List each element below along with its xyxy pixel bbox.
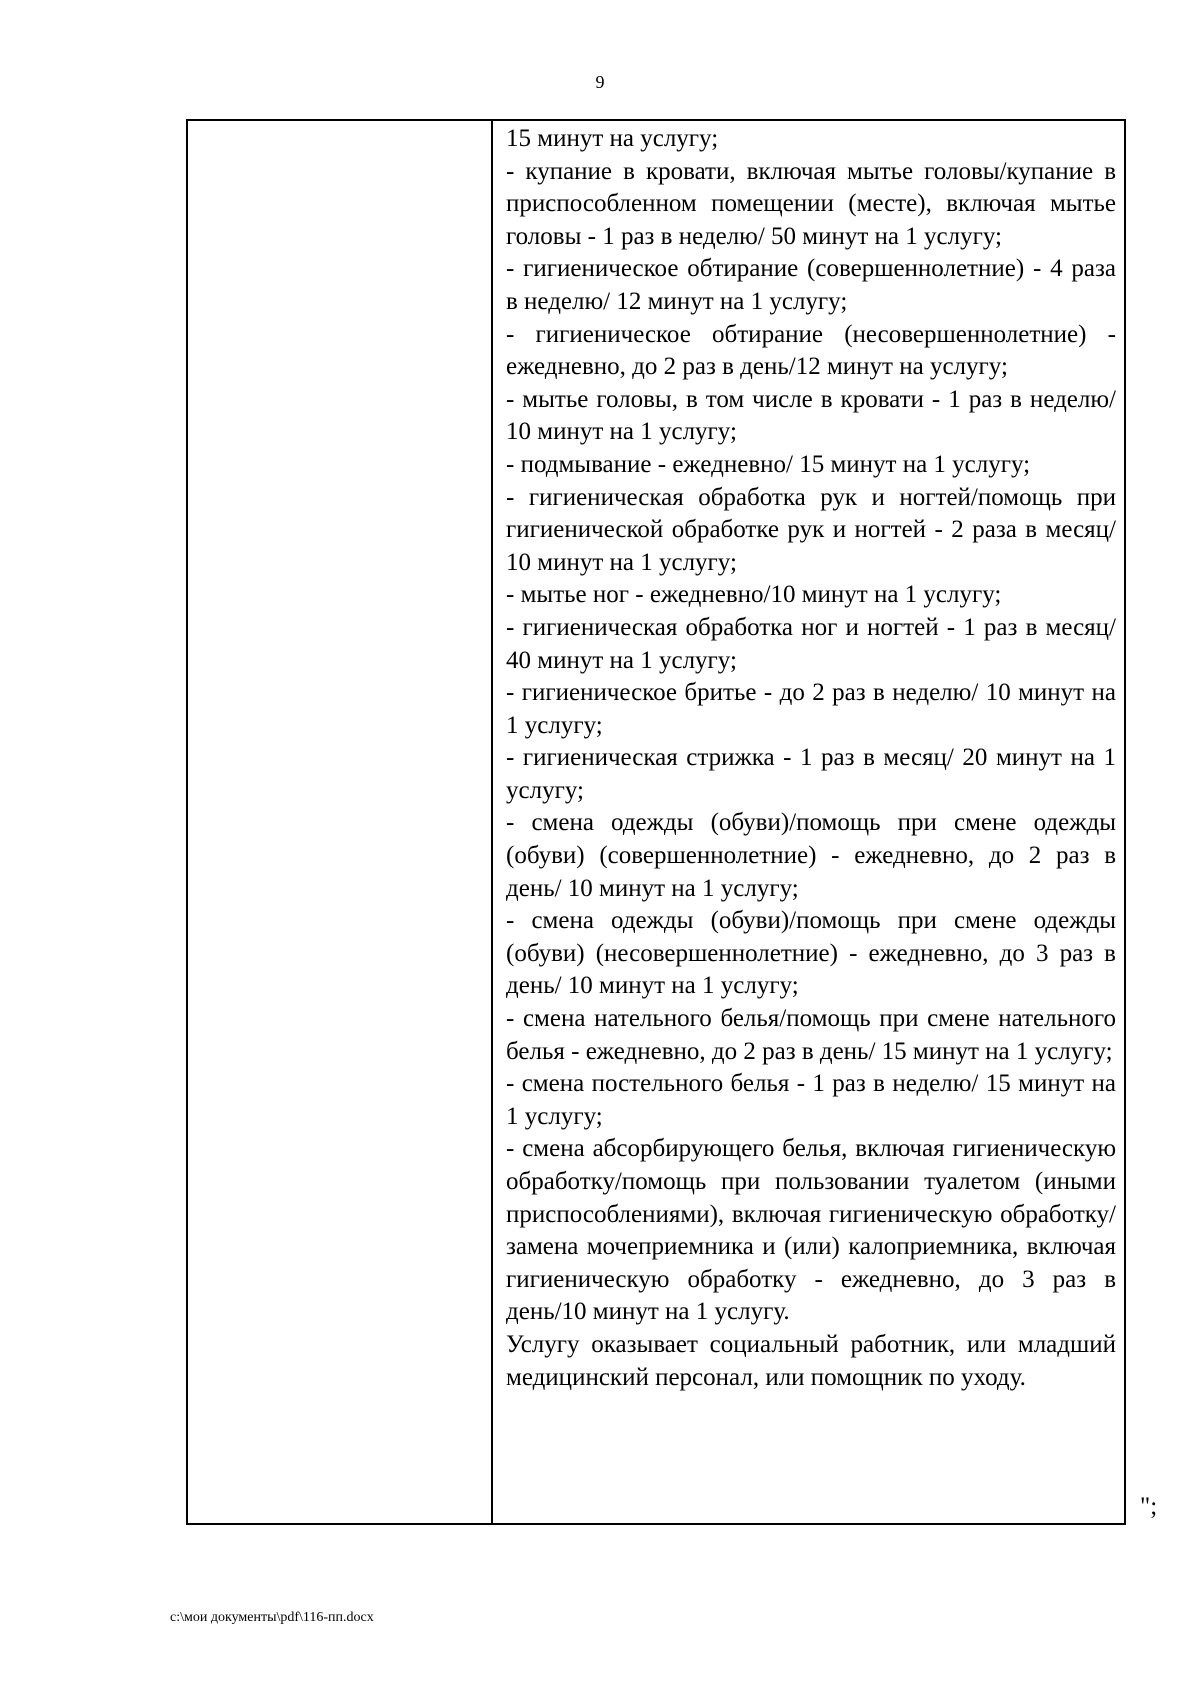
service-paragraph: - смена нательного белья/помощь при смене нательного белья - ежедневно, до 2 раз в день/ 15 минут на 1 услугу; (506, 1005, 1116, 1065)
service-table (186, 119, 1126, 1525)
table-left-cell (188, 121, 493, 1523)
service-paragraph: - смена одежды (обуви)/помощь при смене одежды (обуви) (несовершеннолетние) - ежедневно, до 3 раз в день/ 10 минут на 1 услугу; (506, 907, 1116, 1000)
service-paragraph: - смена одежды (обуви)/помощь при смене одежды (обуви) (совершеннолетние) - ежедневно, до 2 раз в день/ 10 минут на 1 услугу; (506, 809, 1116, 902)
service-paragraph: - смена постельного белья - 1 раз в неделю/ 15 минут на 1 услугу; (506, 1070, 1116, 1130)
service-paragraph: - гигиеническое обтирание (несовершеннолетние) - ежедневно, до 2 раз в день/12 минут на услугу; (506, 320, 1116, 381)
service-paragraph: - подмывание - ежедневно/ 15 минут на 1 услугу; (506, 450, 1031, 478)
service-paragraph: - купание в кровати, включая мытье головы/купание в приспособленном помещении (месте), включая мытье головы - 1 раз в неделю/ 50 минут на 1 услугу; (506, 157, 1116, 250)
table-right-cell (493, 121, 1124, 1523)
service-paragraph: - мытье ног - ежедневно/10 минут на 1 услугу; (506, 581, 1002, 609)
service-paragraph: - гигиеническое обтирание (совершеннолетние) - 4 раза в неделю/ 12 минут на 1 услугу; (506, 255, 1116, 315)
page-number: 9 (595, 72, 605, 92)
service-paragraph: 15 минут на услугу; (506, 125, 719, 152)
service-paragraph: - гигиеническая стрижка - 1 раз в месяц/ 20 минут на 1 услугу; (506, 744, 1116, 804)
service-provider-paragraph: Услугу оказывает социальный работник, или младший медицинский персонал, или помощник по уходу. (506, 1330, 1116, 1391)
service-paragraph: - гигиеническое бритье - до 2 раз в неделю/ 10 минут на 1 услугу; (506, 679, 1116, 739)
footer-file-path: c:\мои документы\pdf\116-пп.docx (170, 1610, 374, 1625)
service-paragraph: - гигиеническая обработка рук и ногтей/помощь при гигиенической обработке рук и ногтей - 2 раза в месяц/ 10 минут на 1 услугу; (506, 483, 1116, 576)
service-paragraph: - гигиеническая обработка ног и ногтей - 1 раз в месяц/ 40 минут на 1 услугу; (506, 613, 1116, 674)
service-paragraph: - мытье головы, в том числе в кровати - 1 раз в неделю/ 10 минут на 1 услугу; (506, 385, 1116, 446)
service-paragraph: - смена абсорбирующего белья, включая гигиеническую обработку/помощь при пользовании туалетом (иными приспособлениями), включая гигиеническую обработку/замена мочеприемника и (или) калоприемника, включая гигиеническую обработку - ежедневно, до 3 раз в день/10 минут на 1 услугу. (506, 1135, 1116, 1326)
closing-quote: "; (1140, 1493, 1158, 1520)
